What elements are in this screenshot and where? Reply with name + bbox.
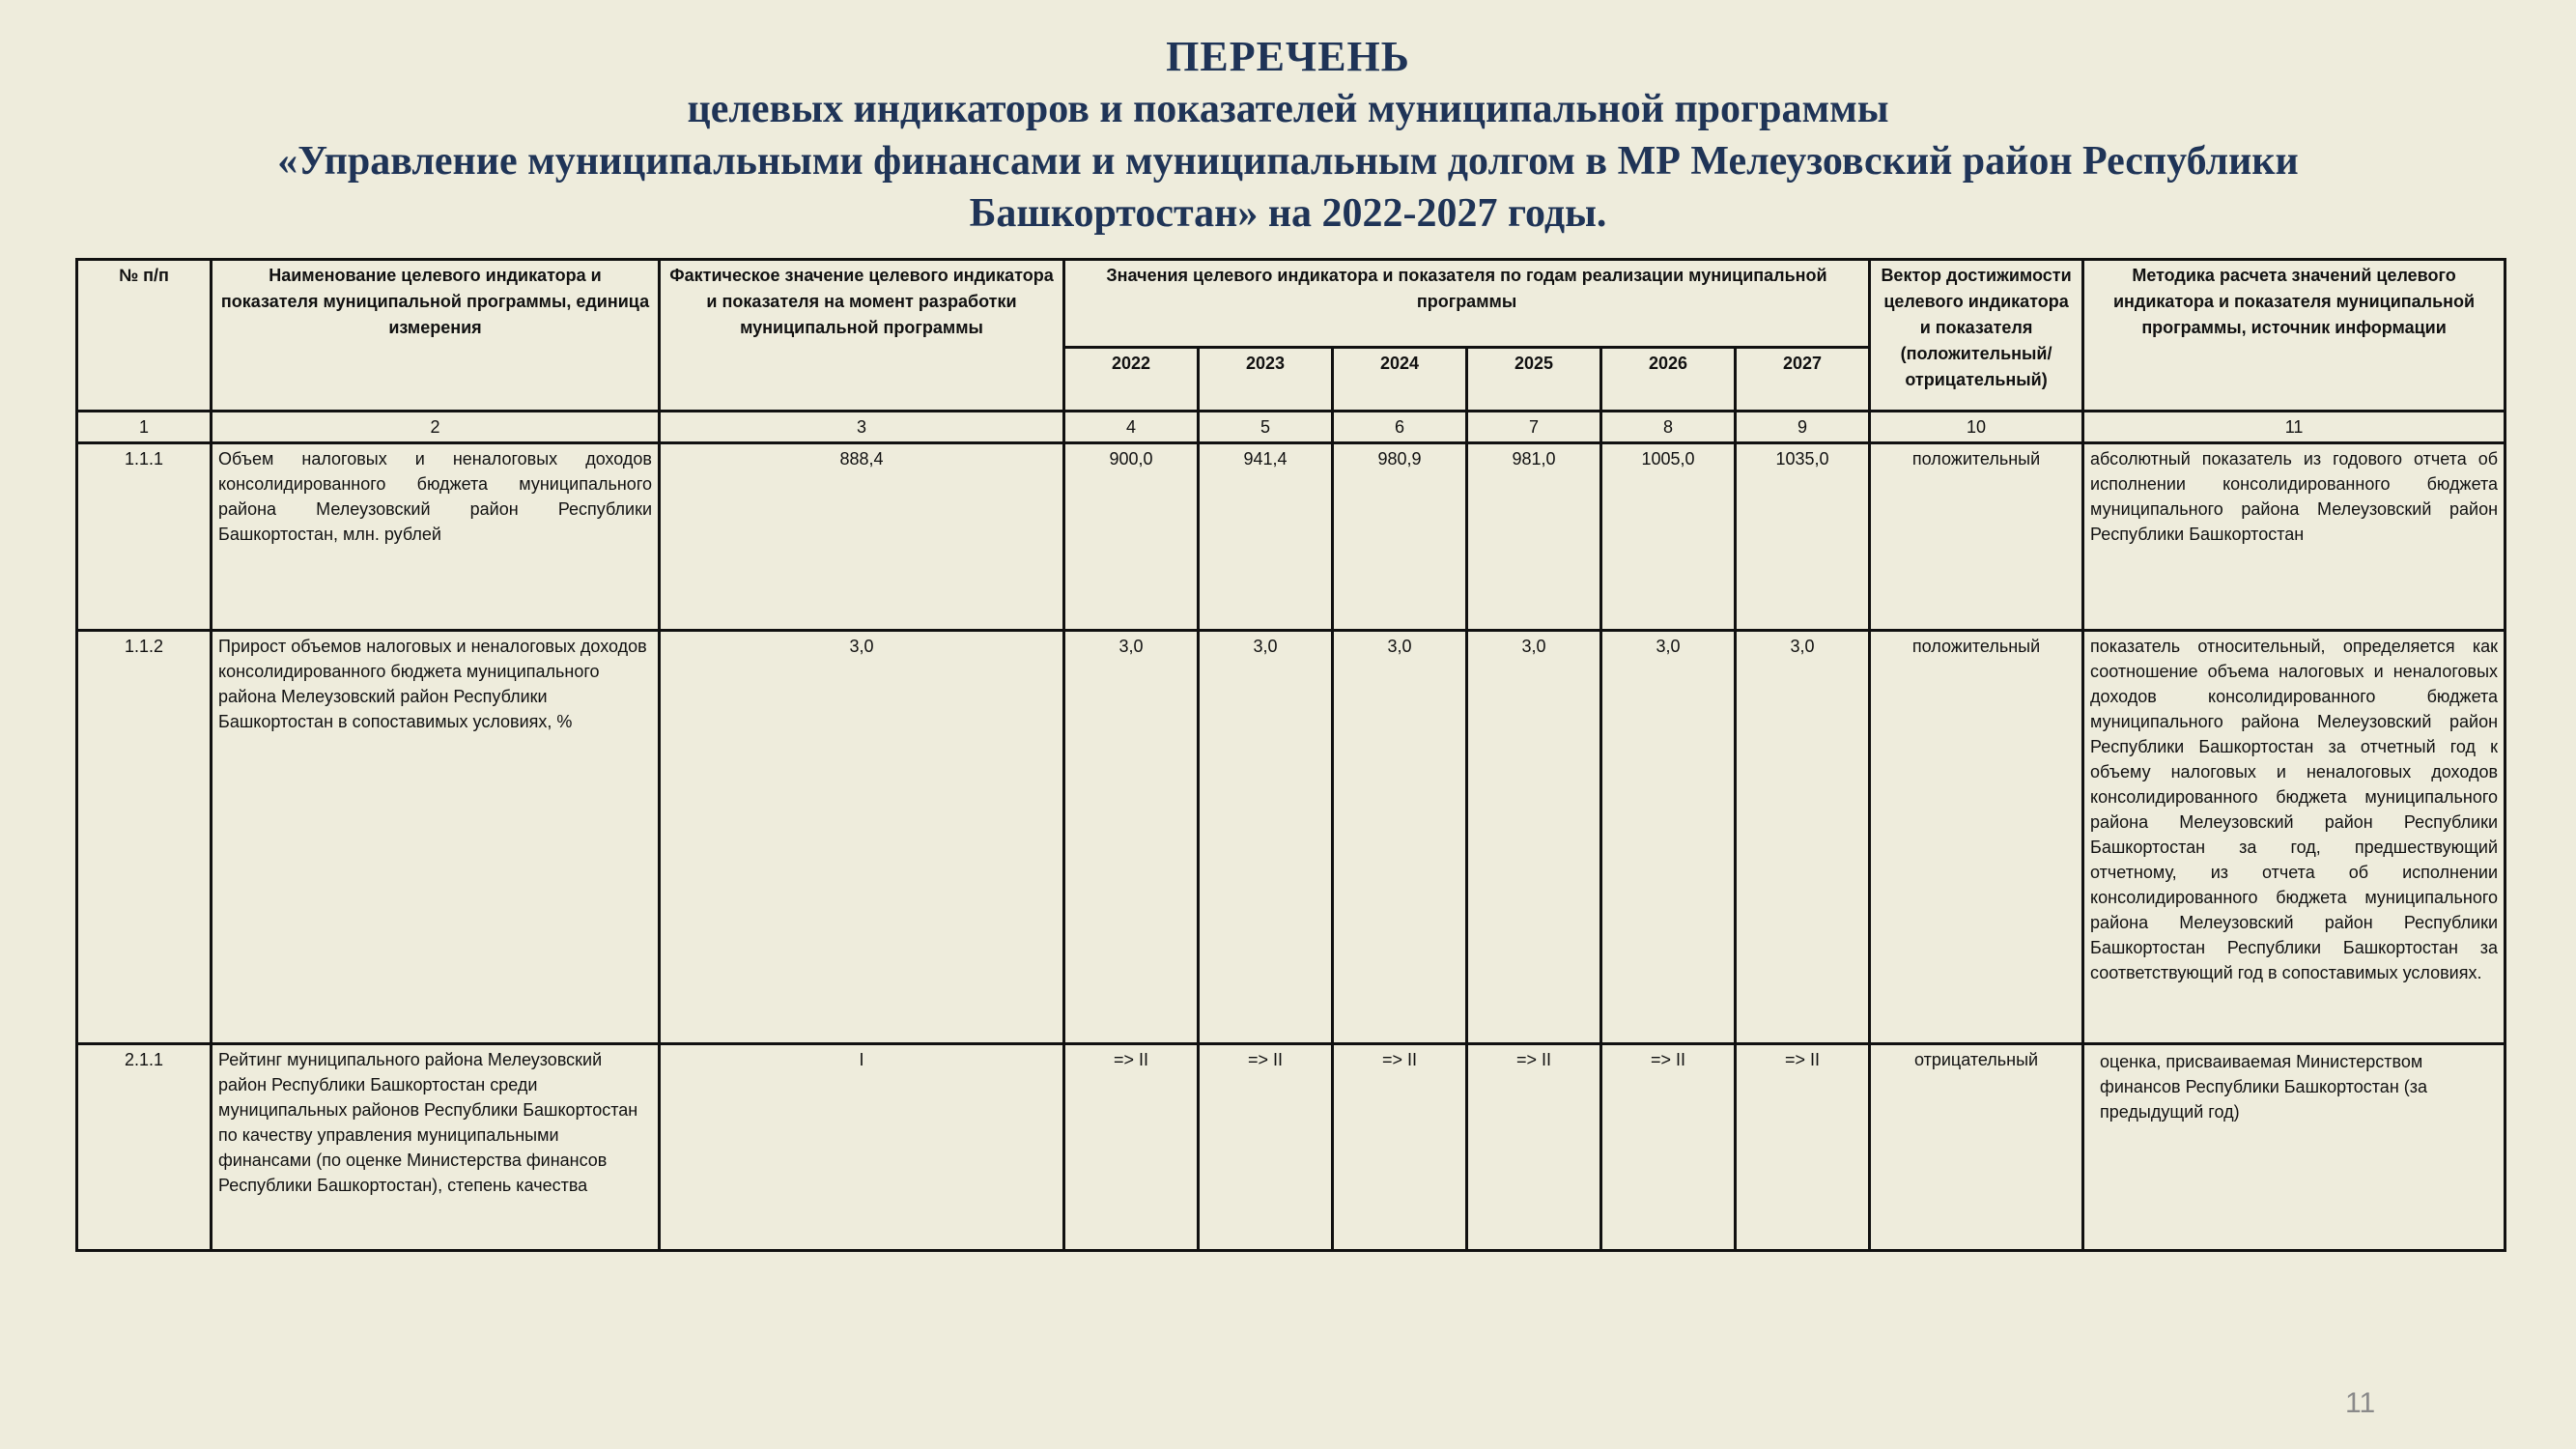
row-year-value: => II xyxy=(1199,1044,1333,1251)
row-actual-value: 3,0 xyxy=(660,631,1064,1044)
row-year-value: => II xyxy=(1467,1044,1601,1251)
row-method: абсолютный показатель из годового отчета об исполнении консолидированного бюджета муниципального района Мелеузовский район Республики Башкортостан xyxy=(2083,443,2505,631)
row-year-value: 1035,0 xyxy=(1736,443,1870,631)
table-row xyxy=(77,631,2505,1044)
header-year: 2023 xyxy=(1199,348,1333,412)
column-number: 2 xyxy=(212,412,660,443)
row-year-value: 3,0 xyxy=(1333,631,1467,1044)
header-method: Методика расчета значений целевого индикатора и показателя муниципальной программы, источник информации xyxy=(2083,260,2505,412)
row-method: показатель относительный, определяется как соотношение объема налоговых и неналоговых доходов консолидированного бюджета муниципального района Мелеузовский район Республики Башкортостан за отчетный год к объему налоговых и неналоговых доходов консолидированного бюджета муниципального района Мелеузовский район Республики Башкортостан за год, предшествующий отчетному, из отчета об исполнении консолидированного бюджета муниципального района Мелеузовский район Республики Башкортостан Республики Башкортостан за соответствующий год в сопоставимых условиях. xyxy=(2083,631,2505,1044)
header-vector: Вектор достижимости целевого индикатора и показателя (положительный/отрицательный) xyxy=(1870,260,2083,412)
column-number: 3 xyxy=(660,412,1064,443)
column-number: 4 xyxy=(1064,412,1199,443)
table-row xyxy=(77,1044,2505,1251)
column-numbers-row xyxy=(77,412,2505,443)
header-year: 2027 xyxy=(1736,348,1870,412)
column-number: 7 xyxy=(1467,412,1601,443)
row-year-value: 3,0 xyxy=(1467,631,1601,1044)
row-year-value: 941,4 xyxy=(1199,443,1333,631)
row-indicator-name: Прирост объемов налоговых и неналоговых доходов консолидированного бюджета муниципального района Мелеузовский район Республики Башкортостан в сопоставимых условиях, % xyxy=(212,631,660,1044)
header-values-by-year: Значения целевого индикатора и показателя по годам реализации муниципальной программы xyxy=(1064,260,1870,348)
page-title-block xyxy=(0,31,2576,240)
header-year: 2022 xyxy=(1064,348,1199,412)
row-code: 2.1.1 xyxy=(77,1044,212,1251)
column-number: 6 xyxy=(1333,412,1467,443)
row-year-value: 1005,0 xyxy=(1601,443,1736,631)
row-year-value: 980,9 xyxy=(1333,443,1467,631)
row-actual-value: I xyxy=(660,1044,1064,1251)
row-year-value: 3,0 xyxy=(1064,631,1199,1044)
column-number: 1 xyxy=(77,412,212,443)
header-row xyxy=(77,260,2505,348)
row-indicator-name: Объем налоговых и неналоговых доходов консолидированного бюджета муниципального района Мелеузовский район Республики Башкортостан, млн. рублей xyxy=(212,443,660,631)
column-number: 10 xyxy=(1870,412,2083,443)
table-row xyxy=(77,443,2505,631)
header-year: 2025 xyxy=(1467,348,1601,412)
header-name: Наименование целевого индикатора и показателя муниципальной программы, единица измерения xyxy=(212,260,660,412)
row-year-value: 981,0 xyxy=(1467,443,1601,631)
title-program-name: «Управление муниципальными финансами и муниципальным долгом в МР Мелеузовский район Республики Башкортостан» на 2022-2027 годы. xyxy=(277,139,2299,236)
row-indicator-name: Рейтинг муниципального района Мелеузовский район Республики Башкортостан среди муниципальных районов Республики Башкортостан по качеству управления муниципальными финансами (по оценке Министерства финансов Республики Башкортостан), степень качества xyxy=(212,1044,660,1251)
title-subheading: целевых индикаторов и показателей муниципальной программы xyxy=(687,87,1889,131)
column-number: 8 xyxy=(1601,412,1736,443)
header-actual: Фактическое значение целевого индикатора и показателя на момент разработки муниципальной программы xyxy=(660,260,1064,412)
header-year: 2026 xyxy=(1601,348,1736,412)
row-year-value: 3,0 xyxy=(1736,631,1870,1044)
column-number: 11 xyxy=(2083,412,2505,443)
row-vector: отрицательный xyxy=(1870,1044,2083,1251)
row-code: 1.1.2 xyxy=(77,631,212,1044)
row-year-value: => II xyxy=(1064,1044,1199,1251)
row-year-value: => II xyxy=(1333,1044,1467,1251)
header-num: № п/п xyxy=(77,260,212,412)
page-number: 11 xyxy=(2345,1387,2376,1419)
row-code: 1.1.1 xyxy=(77,443,212,631)
row-actual-value: 888,4 xyxy=(660,443,1064,631)
row-year-value: => II xyxy=(1736,1044,1870,1251)
row-year-value: 3,0 xyxy=(1199,631,1333,1044)
column-number: 9 xyxy=(1736,412,1870,443)
title-heading: ПЕРЕЧЕНЬ xyxy=(1166,33,1410,80)
header-year: 2024 xyxy=(1333,348,1467,412)
row-vector: положительный xyxy=(1870,443,2083,631)
column-number: 5 xyxy=(1199,412,1333,443)
row-year-value: 900,0 xyxy=(1064,443,1199,631)
row-year-value: => II xyxy=(1601,1044,1736,1251)
indicators-table xyxy=(75,258,2506,1252)
row-method: оценка, присваиваемая Министерством финансов Республики Башкортостан (за предыдущий год) xyxy=(2083,1044,2505,1251)
row-year-value: 3,0 xyxy=(1601,631,1736,1044)
row-vector: положительный xyxy=(1870,631,2083,1044)
